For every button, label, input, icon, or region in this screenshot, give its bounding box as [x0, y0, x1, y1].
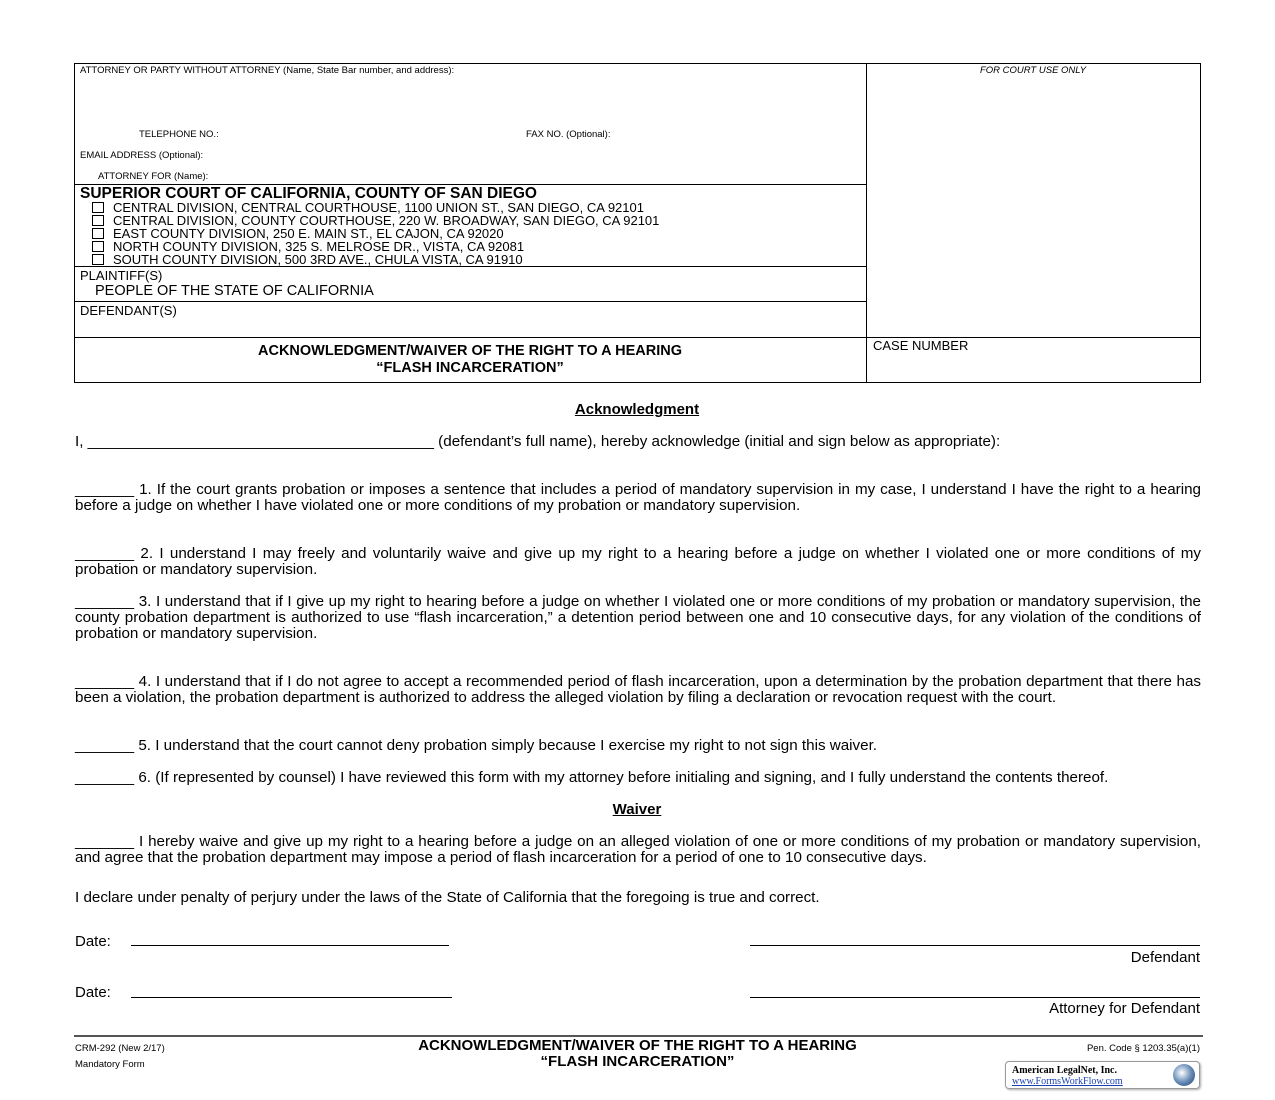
- court-name: SUPERIOR COURT OF CALIFORNIA, COUNTY OF SAN DIEGO: [80, 185, 537, 202]
- division-option[interactable]: CENTRAL DIVISION, COUNTY COURTHOUSE, 220 W. BROADWAY, SAN DIEGO, CA 92101: [92, 214, 659, 227]
- checkbox[interactable]: [92, 241, 104, 252]
- checkbox[interactable]: [92, 254, 104, 265]
- penal-code: Pen. Code § 1203.35(a)(1): [1086, 1043, 1200, 1054]
- email-label: EMAIL ADDRESS (Optional):: [80, 150, 204, 161]
- form-title: ACKNOWLEDGMENT/WAIVER OF THE RIGHT TO A HEARING “FLASH INCARCERATION”: [258, 343, 682, 376]
- date-label: Date:: [75, 984, 111, 1001]
- defendant-sig-label: Defendant: [1130, 949, 1200, 966]
- date-field[interactable]: [131, 997, 452, 998]
- date-label: Date:: [75, 933, 111, 950]
- court-use-label: FOR COURT USE ONLY: [979, 65, 1087, 76]
- footer-title: ACKNOWLEDGMENT/WAIVER OF THE RIGHT TO A HEARING “FLASH INCARCERATION”: [418, 1037, 857, 1070]
- checkbox[interactable]: [92, 228, 104, 239]
- item-5: _______ 5. I understand that the court cannot deny probation simply because I exercise my right to not sign this waiver.: [75, 737, 878, 754]
- checkbox[interactable]: [92, 215, 104, 226]
- attorney-label: ATTORNEY OR PARTY WITHOUT ATTORNEY (Name, State Bar number, and address):: [80, 65, 455, 76]
- globe-icon: [1173, 1064, 1195, 1086]
- division-option[interactable]: SOUTH COUNTY DIVISION, 500 3RD AVE., CHULA VISTA, CA 91910: [92, 253, 523, 266]
- divider: [74, 337, 1200, 338]
- item-3: _______ 3. I understand that if I give up my right to hearing before a judge on whether I violated one or more conditions of my probation or mandatory supervision, the county probation department is authorized to use “flash incarceration,” a detention period between one and 10 consecutive days, for any violation of the conditions of probation or mandatory supervision.: [75, 593, 1201, 642]
- waiver-paragraph: _______ I hereby waive and give up my right to a hearing before a judge on an alleged violation of one or more conditions of my probation or mandatory supervision, and agree that the probation department may impose a period of flash incarceration for a period of one to 10 consecutive days.: [75, 833, 1201, 866]
- fax-label: FAX NO. (Optional):: [526, 129, 611, 140]
- defendant-signature-field[interactable]: [750, 945, 1200, 946]
- date-field[interactable]: [131, 945, 449, 946]
- division-option[interactable]: EAST COUNTY DIVISION, 250 E. MAIN ST., EL CAJON, CA 92020: [92, 227, 504, 240]
- declaration: I declare under penalty of perjury under the laws of the State of California that the foregoing is true and correct.: [75, 889, 820, 906]
- intro-paragraph: I, _________________________________________ (defendant’s full name), hereby acknowledge (initial and sign below as appropriate):: [75, 433, 1001, 450]
- item-2: _______ 2. I understand I may freely and voluntarily waive and give up my right to a hearing before a judge on whether I violated one or more conditions of my probation or mandatory supervision.: [75, 545, 1201, 578]
- division-option[interactable]: CENTRAL DIVISION, CENTRAL COURTHOUSE, 1100 UNION ST., SAN DIEGO, CA 92101: [92, 201, 644, 214]
- divider: [866, 63, 867, 382]
- checkbox[interactable]: [92, 202, 104, 213]
- divider: [74, 301, 866, 302]
- acknowledgment-heading: Acknowledgment: [574, 401, 700, 418]
- mandatory-label: Mandatory Form: [75, 1059, 145, 1070]
- division-option[interactable]: NORTH COUNTY DIVISION, 325 S. MELROSE DR., VISTA, CA 92081: [92, 240, 524, 253]
- attorney-signature-field[interactable]: [750, 997, 1200, 998]
- attorney-for-label: ATTORNEY FOR (Name):: [98, 171, 209, 182]
- form-number: CRM-292 (New 2/17): [75, 1043, 165, 1054]
- item-1: _______ 1. If the court grants probation or imposes a sentence that includes a period of mandatory supervision in my case, I understand I have the right to a hearing before a judge on whether I have violated one or more conditions of my probation or mandatory supervision.: [75, 481, 1201, 514]
- waiver-heading: Waiver: [612, 801, 662, 818]
- plaintiff-value: PEOPLE OF THE STATE OF CALIFORNIA: [95, 283, 374, 299]
- item-4: _______ 4. I understand that if I do not agree to accept a recommended period of flash incarceration, upon a determination by the probation department that there has been a violation, the probation department is authorized to address the alleged violation by filing a declaration or revocation request with the court.: [75, 673, 1201, 706]
- telephone-label: TELEPHONE NO.:: [139, 129, 219, 140]
- plaintiff-label: PLAINTIFF(S): [80, 268, 163, 283]
- american-legalnet-logo[interactable]: American LegalNet, Inc. www.FormsWorkFlow.com: [1005, 1061, 1200, 1089]
- item-6: _______ 6. (If represented by counsel) I have reviewed this form with my attorney before initialing and signing, and I fully understand the contents thereof.: [75, 769, 1109, 786]
- case-number-label: CASE NUMBER: [873, 338, 969, 353]
- attorney-sig-label: Attorney for Defendant: [1049, 1000, 1200, 1017]
- defendant-label: DEFENDANT(S): [80, 303, 177, 318]
